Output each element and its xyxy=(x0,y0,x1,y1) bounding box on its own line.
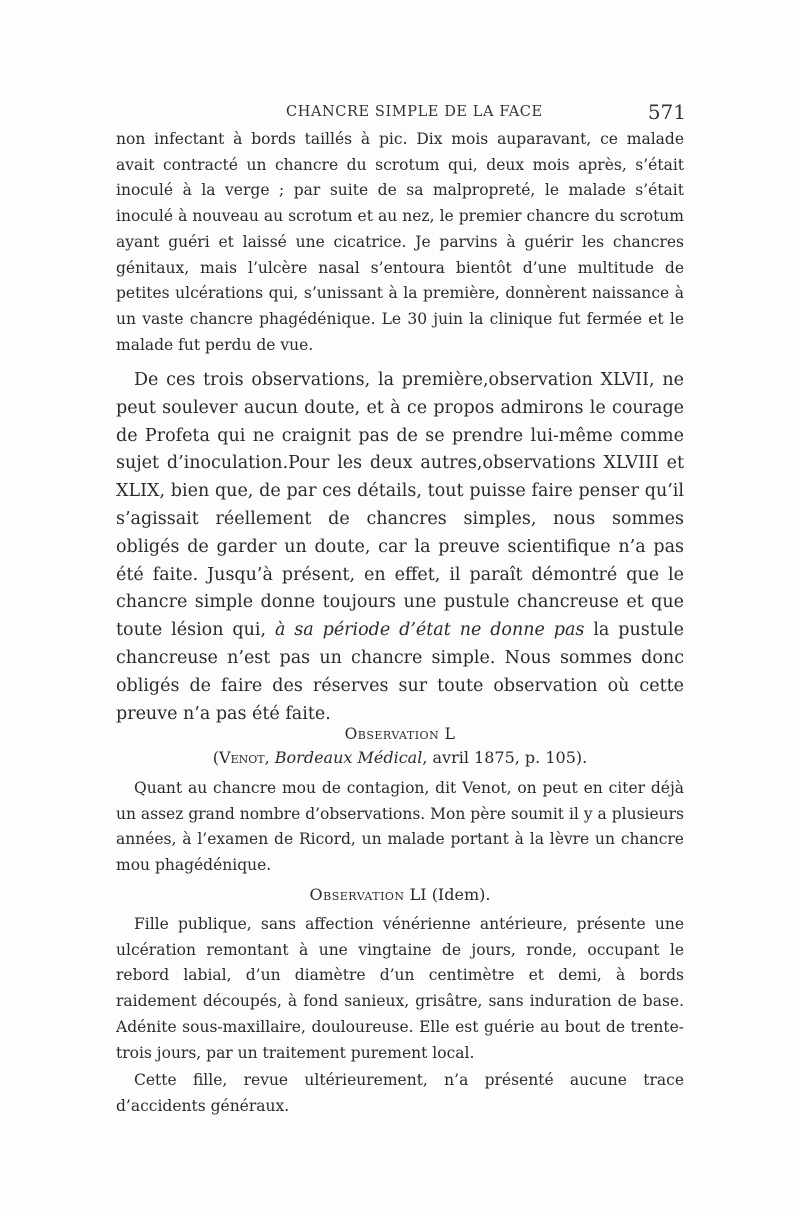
paragraph-follow-up xyxy=(116,1068,684,1119)
observation-li-suffix: LI (Idem). xyxy=(409,885,491,904)
citation-details: avril 1875, p. 105 xyxy=(432,748,576,767)
paragraph-text xyxy=(116,367,684,728)
paragraph-text-part1: De ces trois observations, la première,observation XLVII, ne peut soulever aucun doute, et à ce propos admirons le courage de Profeta qui ne craignit pas de se prendre lui-même comme sujet d’inoculation.Pour les deux autres,observations XLVIII et XLIX, bien que, de par ces détails, tout puisse faire penser qu’il s’agissait réellement de chancres simples, nous sommes obligés de garder un doute, car la preuve scientifique n’a pas été faite. Jusqu’à présent, en effet, il paraît démontré que le chancre simple donne toujours une pustule chancreuse et que toute lésion qui, xyxy=(116,370,684,641)
paragraph-case-continuation xyxy=(116,127,684,358)
page-number: 571 xyxy=(647,100,686,124)
running-title: CHANCRE SIMPLE DE LA FACE xyxy=(286,104,543,120)
observation-l-citation: (Venot, Bordeaux Médical, avril 1875, p. 105). xyxy=(212,748,588,767)
paragraph-text: Fille publique, sans affection vénérienne antérieure, présente une ulcération remontant à une vingtaine de jours, ronde, occupant le rebord labial, d’un diamètre d’un centimètre et demi, à bords raidement découpés, à fond sanieux, grisâtre, sans induration de base. Adénite sous-maxillaire, douloureuse. Elle est guérie au bout de trente-trois jours, par un traitement purement local. xyxy=(116,915,684,1062)
paragraph-text: Cette fille, revue ultérieurement, n’a présenté aucune trace d’accidents généraux. xyxy=(116,1071,684,1115)
paragraph-observation-li xyxy=(116,912,684,1066)
citation-journal: Bordeaux Médical xyxy=(274,748,423,767)
observation-li-heading xyxy=(116,885,684,904)
paragraph-text: Quant au chancre mou de contagion, dit Venot, on peut en citer déjà un assez grand nombre d’observations. Mon père soumit il y a plusieurs années, à l’examen de Ricord, un malade portant à la lèvre un chancre mou phagédénique. xyxy=(116,779,684,875)
italic-phrase: à sa période d’état ne donne pas xyxy=(274,620,585,641)
page-header xyxy=(116,100,686,130)
paragraph-observation-l xyxy=(116,776,684,879)
citation-author: Venot xyxy=(219,748,265,767)
observation-li-label: Observation xyxy=(309,885,405,904)
paragraph-text-part2: la pustule chancreuse n’est pas un chancre simple. Nous sommes donc obligés de faire des réserves sur toute observation où cette preuve n’a pas été faite. xyxy=(116,620,684,724)
observation-l-heading: Observation L xyxy=(344,725,456,743)
paragraph-text: non infectant à bords taillés à pic. Dix mois auparavant, ce malade avait contracté un chancre du scrotum qui, deux mois après, s’était inoculé à la verge ; par suite de sa malpropreté, le malade s’était inoculé à nouveau au scrotum et au nez, le premier chancre du scrotum ayant guéri et laissé une cicatrice. Je parvins à guérir les chancres génitaux, mais l’ulcère nasal s’entoura bientôt d’une multitude de petites ulcérations qui, s’unissant à la première, donnèrent naissance à un vaste chancre phagédénique. Le 30 juin la clinique fut fermée et le malade fut perdu de vue. xyxy=(116,130,684,354)
paragraph-discussion xyxy=(116,367,684,728)
